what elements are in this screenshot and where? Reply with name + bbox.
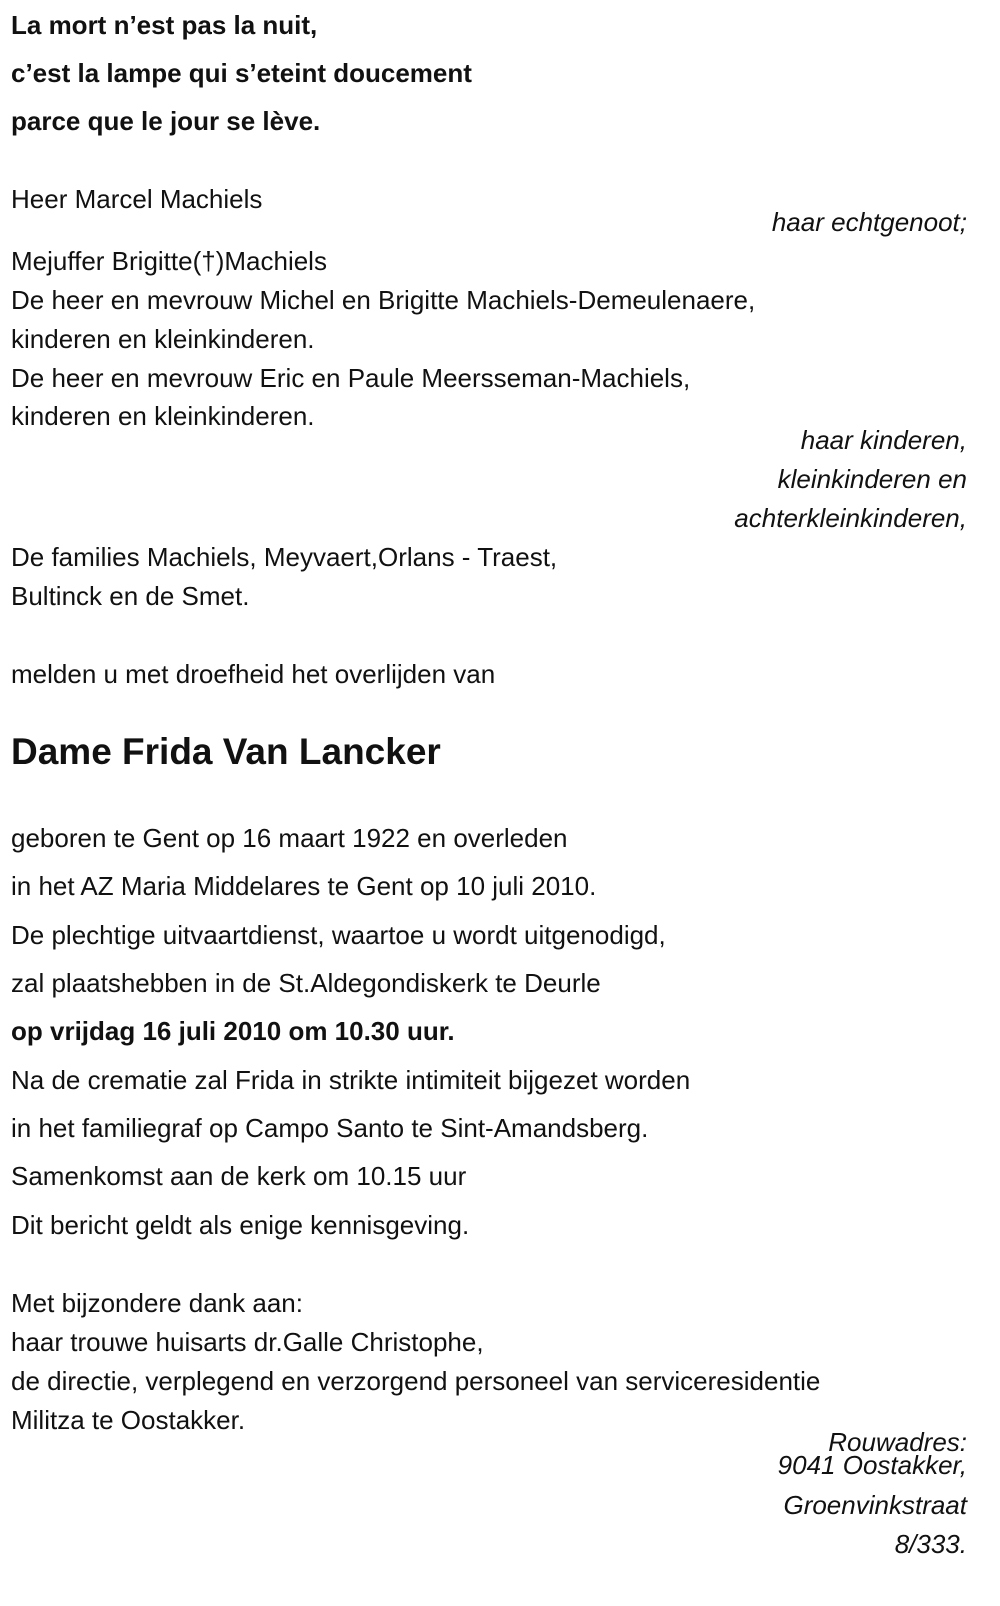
thanks-line: haar trouwe huisarts dr.Galle Christophe, bbox=[11, 1327, 484, 1357]
detail-line: geboren te Gent op 16 maart 1922 en overleden bbox=[11, 823, 568, 853]
detail-line: Na de crematie zal Frida in strikte intimiteit bijgezet worden bbox=[11, 1065, 691, 1095]
detail-line: in het AZ Maria Middelares te Gent op 10 juli 2010. bbox=[11, 871, 597, 901]
child-line: Mejuffer Brigitte(†)Machiels bbox=[11, 246, 327, 276]
thanks-line: de directie, verplegend en verzorgend personeel van serviceresidentie bbox=[11, 1366, 821, 1396]
husband-name: Heer Marcel Machiels bbox=[11, 184, 263, 214]
address-line: Groenvinkstraat bbox=[783, 1490, 967, 1520]
poem-line: parce que le jour se lève. bbox=[11, 106, 321, 136]
child-line: De heer en mevrouw Eric en Paule Meersseman-Machiels, bbox=[11, 363, 691, 393]
children-role: haar kinderen, bbox=[800, 425, 967, 455]
detail-line: Samenkomst aan de kerk om 10.15 uur bbox=[11, 1161, 467, 1191]
poem-line: c’est la lampe qui s’eteint doucement bbox=[11, 58, 472, 88]
detail-line: in het familiegraf op Campo Santo te Sint-Amandsberg. bbox=[11, 1113, 649, 1143]
families-line: De families Machiels, Meyvaert,Orlans - Traest, bbox=[11, 542, 558, 572]
address-line: 8/333. bbox=[894, 1529, 967, 1559]
children-role: achterkleinkinderen, bbox=[734, 503, 967, 533]
child-line: kinderen en kleinkinderen. bbox=[11, 401, 315, 431]
detail-line: De plechtige uitvaartdienst, waartoe u wordt uitgenodigd, bbox=[11, 920, 666, 950]
husband-role: haar echtgenoot; bbox=[771, 207, 967, 237]
address-label: Rouwadres: bbox=[828, 1427, 967, 1457]
child-line: De heer en mevrouw Michel en Brigitte Machiels-Demeulenaere, bbox=[11, 285, 756, 315]
children-role: kleinkinderen en bbox=[777, 464, 967, 494]
child-line: kinderen en kleinkinderen. bbox=[11, 324, 315, 354]
poem-line: La mort n’est pas la nuit, bbox=[11, 10, 318, 40]
announcement: melden u met droefheid het overlijden van bbox=[11, 659, 496, 689]
funeral-date: op vrijdag 16 juli 2010 om 10.30 uur. bbox=[11, 1016, 455, 1046]
address-line: 9041 Oostakker, bbox=[777, 1450, 967, 1480]
deceased-name: Dame Frida Van Lancker bbox=[11, 731, 441, 772]
thanks-line: Met bijzondere dank aan: bbox=[11, 1288, 303, 1318]
detail-line: Dit bericht geldt als enige kennisgeving. bbox=[11, 1210, 470, 1240]
detail-line: zal plaatshebben in de St.Aldegondiskerk te Deurle bbox=[11, 968, 601, 998]
families-line: Bultinck en de Smet. bbox=[11, 581, 250, 611]
thanks-line: Militza te Oostakker. bbox=[11, 1405, 246, 1435]
